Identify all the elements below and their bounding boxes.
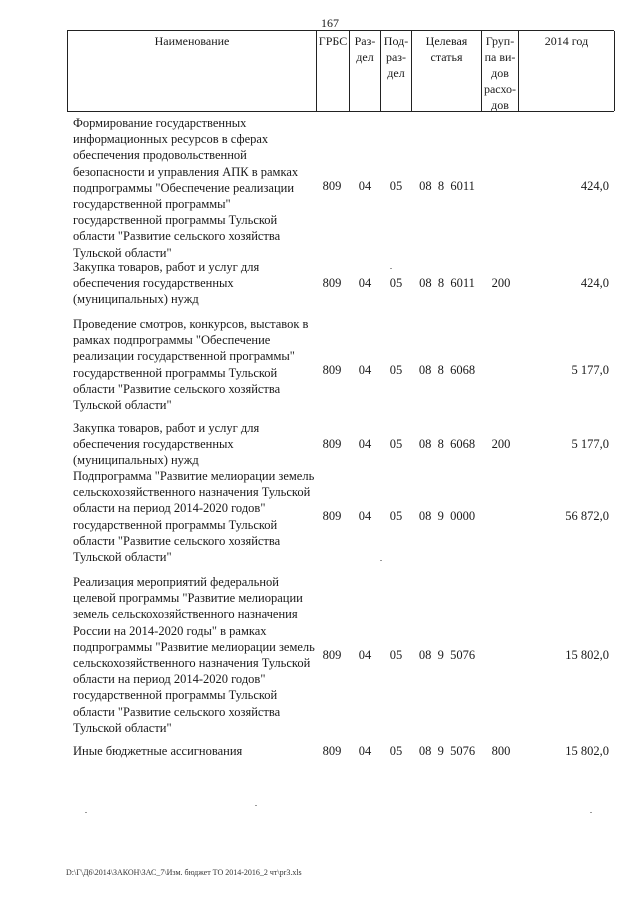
header-razdel-line: Раз- xyxy=(354,34,376,48)
header-razdel-line: дел xyxy=(356,50,374,64)
row-razdel: 04 xyxy=(358,744,372,758)
header-gruppa-line: дов xyxy=(491,66,509,80)
file-path-footer: D:\Г\Д6\2014\ЗАКОН\ЗАС_7\Изм. бюджет ТО 2014-2016_2 чт\pr3.xls xyxy=(66,868,302,877)
row-statya: 08 9 0000 xyxy=(418,509,476,523)
row-sum: 5 177,0 xyxy=(571,363,609,377)
header-razdel xyxy=(350,31,381,111)
row-name: Подпрограмма "Развитие мелиорации земель сельскохозяйственного назначения Тульской области на период 2014-2020 годов" государственной программы Тульской области "Развитие сельского хозяйства Тульской области" xyxy=(73,469,315,565)
header-statya-line: Целевая xyxy=(425,34,468,48)
header-grbs xyxy=(317,31,350,111)
header-year xyxy=(519,31,615,111)
row-sum: 15 802,0 xyxy=(565,648,609,662)
row-statya: 08 9 5076 xyxy=(418,744,476,758)
row-grbs: 809 xyxy=(322,648,342,662)
header-gruppa-line: па ви- xyxy=(484,50,516,64)
row-name: Формирование государственных информационных ресурсов в сферах обеспечения продовольственной безопасности и управления АПК в рамках подпрограммы "Обеспечение реализации государственной программы" государственной программы Тульской области "Развитие сельского хозяйства Тульской области" xyxy=(73,116,299,260)
row-podrazdel: 05 xyxy=(389,363,403,377)
row-grbs: 809 xyxy=(322,509,342,523)
row-name: Иные бюджетные ассигнования xyxy=(73,744,243,758)
header-podrazdel-line: Под- xyxy=(383,34,409,48)
row-podrazdel: 05 xyxy=(389,648,403,662)
row-gruppa: 200 xyxy=(491,437,511,451)
header-gruppa-line: дов xyxy=(491,98,509,112)
row-podrazdel: 05 xyxy=(389,744,403,758)
row-razdel: 04 xyxy=(358,179,372,193)
row-razdel: 04 xyxy=(358,648,372,662)
scan-speck xyxy=(390,268,392,269)
row-grbs: 809 xyxy=(322,437,342,451)
header-gruppa-line: расхо- xyxy=(483,82,517,96)
header-podrazdel-line: раз- xyxy=(385,50,407,64)
row-razdel: 04 xyxy=(358,363,372,377)
row-sum: 424,0 xyxy=(580,276,609,290)
scan-speck xyxy=(85,812,87,813)
header-year-label: 2014 год xyxy=(544,34,589,48)
row-sum: 15 802,0 xyxy=(565,744,609,758)
row-podrazdel: 05 xyxy=(389,509,403,523)
header-statya xyxy=(412,31,482,111)
header-name xyxy=(68,31,317,111)
row-sum: 56 872,0 xyxy=(565,509,609,523)
row-statya: 08 8 6011 xyxy=(419,179,475,193)
page-number: 167 xyxy=(321,16,339,30)
header-gruppa-line: Груп- xyxy=(485,34,515,48)
row-grbs: 809 xyxy=(322,744,342,758)
header-gruppa xyxy=(482,31,519,111)
scan-speck xyxy=(255,805,257,806)
row-podrazdel: 05 xyxy=(389,437,403,451)
row-grbs: 809 xyxy=(322,179,342,193)
row-statya: 08 8 6068 xyxy=(418,437,476,451)
row-grbs: 809 xyxy=(322,276,342,290)
header-podrazdel-line: дел xyxy=(387,66,405,80)
row-razdel: 04 xyxy=(358,276,372,290)
row-name: Закупка товаров, работ и услуг для обеспечения государственных (муниципальных) нужд xyxy=(73,421,260,468)
table-header xyxy=(67,30,614,112)
row-statya: 08 8 6068 xyxy=(418,363,476,377)
row-podrazdel: 05 xyxy=(389,276,403,290)
row-sum: 424,0 xyxy=(580,179,609,193)
row-gruppa: 200 xyxy=(491,276,511,290)
row-statya: 08 9 5076 xyxy=(418,648,476,662)
row-name: Реализация мероприятий федеральной целевой программы "Развитие мелиорации земель сельскохозяйственного назначения России на 2014-2020 годы" в рамках подпрограммы "Развитие мелиорации земель сельскохозяйственного назначения Тульской области на период 2014-2020 годов" государственной программы Тульской области "Развитие сельского хозяйства Тульской области" xyxy=(73,575,315,735)
row-name: Проведение смотров, конкурсов, выставок в рамках подпрограммы "Обеспечение реализации государственной программы" государственной программы Тульской области "Развитие сельского хозяйства Тульской области" xyxy=(73,317,309,413)
header-statya-line: статья xyxy=(430,50,463,64)
row-grbs: 809 xyxy=(322,363,342,377)
row-razdel: 04 xyxy=(358,509,372,523)
row-razdel: 04 xyxy=(358,437,372,451)
row-sum: 5 177,0 xyxy=(571,437,609,451)
header-podrazdel xyxy=(381,31,412,111)
row-gruppa: 800 xyxy=(491,744,511,758)
scan-speck xyxy=(590,812,592,813)
scan-speck xyxy=(380,560,382,561)
header-name-label: Наименование xyxy=(154,34,230,48)
header-grbs-label: ГРБС xyxy=(318,34,348,48)
row-name: Закупка товаров, работ и услуг для обеспечения государственных (муниципальных) нужд xyxy=(73,260,260,307)
row-podrazdel: 05 xyxy=(389,179,403,193)
row-statya: 08 8 6011 xyxy=(419,276,475,290)
